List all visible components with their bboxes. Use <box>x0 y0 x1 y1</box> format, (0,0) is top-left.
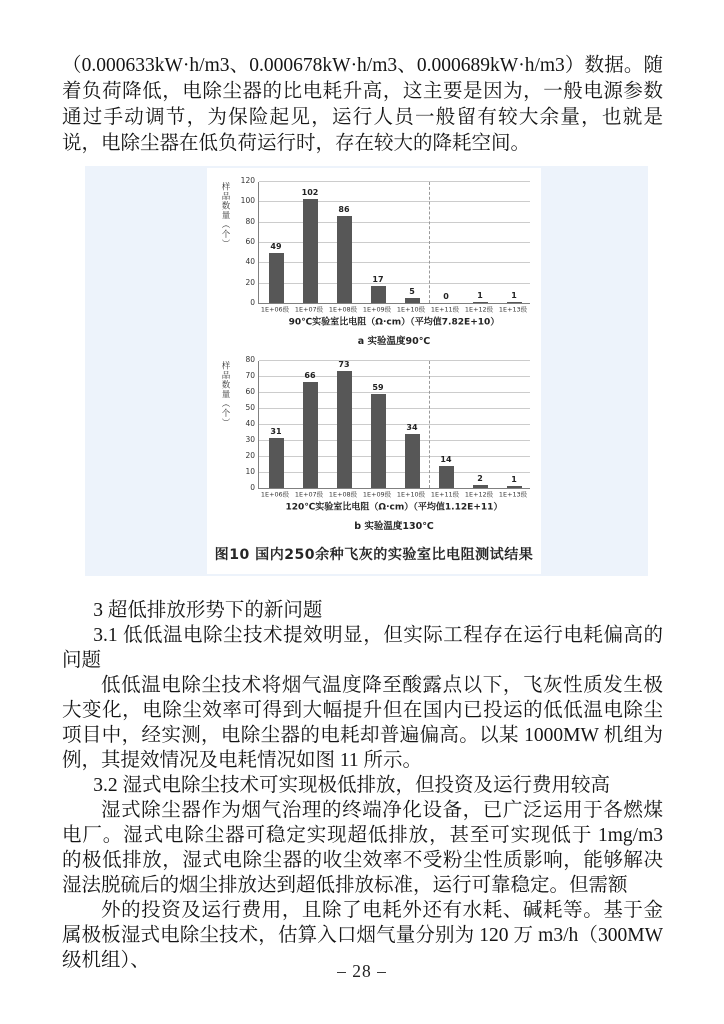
bar <box>337 371 352 488</box>
x-axis-label: 90℃实验室比电阻（Ω·cm）（平均值7.82E+10） <box>288 317 500 328</box>
bar-value-label: 49 <box>270 242 282 251</box>
mean-separator-line <box>429 182 430 303</box>
y-tick-label: 40 <box>245 419 255 428</box>
x-tick-label: 1E+09级 <box>362 306 392 314</box>
x-tick-label: 1E+11级 <box>430 306 460 314</box>
x-tick-label: 1E+07级 <box>294 306 324 314</box>
x-tick-label: 1E+12级 <box>464 491 494 499</box>
bar-value-label: 34 <box>406 423 418 432</box>
plot-area <box>245 355 530 492</box>
paragraph-3-2b: 外的投资及运行费用，且除了电耗外还有水耗、碱耗等。基于金属极板湿式电除尘技术，估算入口烟气量分别为 120 万 m3/h（300MW 级机组）、 <box>62 900 663 971</box>
y-tick-label: 60 <box>245 237 255 246</box>
bar <box>269 253 284 303</box>
plot-area <box>240 176 530 307</box>
bar <box>473 302 488 303</box>
chart-subtitle-a: a 实验温度90℃ <box>357 336 431 347</box>
bar-value-label: 1 <box>477 291 483 300</box>
bar <box>405 434 420 488</box>
bar <box>269 438 284 488</box>
chart-b <box>207 355 541 532</box>
bar-value-label: 0 <box>443 292 449 301</box>
bar <box>303 382 318 488</box>
y-tick-label: 20 <box>245 451 255 460</box>
paragraph-3-1: 低低温电除尘技术将烟气温度降至酸露点以下，飞灰性质发生极大变化，电除尘效率可得到大幅提升但在国内已投运的低低温电除尘项目中，经实测，电除尘器的电耗却普遍偏高。以某 1000MW 机组为例，其提效情况及电耗情况如图 11 所示。 <box>62 675 663 771</box>
y-tick-label: 0 <box>250 483 255 492</box>
bar-value-label: 1 <box>511 291 517 300</box>
heading-section-3-2: 3.2 湿式电除尘技术可实现极低排放，但投资及运行费用较高 <box>93 775 610 796</box>
x-tick-label: 1E+08级 <box>328 306 358 314</box>
x-tick-label: 1E+06级 <box>260 491 290 499</box>
bar <box>473 485 488 488</box>
bar <box>371 394 386 488</box>
bar-value-label: 59 <box>372 383 384 392</box>
bar <box>303 199 318 303</box>
heading-section-3-1: 3.1 低低温电除尘技术提效明显，但实际工程存在运行电耗偏高的问题 <box>62 625 663 671</box>
gridline <box>259 392 530 393</box>
bar-value-label: 66 <box>304 371 316 380</box>
y-tick-label: 50 <box>245 403 255 412</box>
y-tick-label: 10 <box>245 467 255 476</box>
bar-value-label: 86 <box>338 205 350 214</box>
y-tick-label: 20 <box>245 278 255 287</box>
gridline <box>259 201 530 202</box>
y-tick-label: 80 <box>245 217 255 226</box>
mean-separator-line <box>429 361 430 488</box>
x-tick-label: 1E+13级 <box>498 306 528 314</box>
gridline <box>259 262 530 263</box>
y-tick-label: 60 <box>245 387 255 396</box>
y-tick-label: 70 <box>245 371 255 380</box>
bar-value-label: 1 <box>511 475 517 484</box>
x-tick-label: 1E+06级 <box>260 306 290 314</box>
y-tick-label: 100 <box>240 196 255 205</box>
gridline <box>259 222 530 223</box>
y-tick-label: 80 <box>245 355 255 364</box>
page-number: – 28 – <box>337 961 387 981</box>
gridline <box>259 360 530 361</box>
bar-value-label: 17 <box>372 275 384 284</box>
gridline <box>259 440 530 441</box>
y-axis-label: 样品数量（个） <box>220 182 230 249</box>
x-tick-label: 1E+10级 <box>396 306 426 314</box>
y-tick-label: 30 <box>245 435 255 444</box>
bar <box>371 286 386 303</box>
bar <box>439 466 454 488</box>
x-tick-label: 1E+11级 <box>430 491 460 499</box>
bar-value-label: 14 <box>440 455 452 464</box>
bar <box>405 298 420 303</box>
section-text <box>62 598 663 973</box>
figure-10-image <box>207 168 541 574</box>
bar <box>337 216 352 303</box>
bar-value-label: 73 <box>338 360 350 369</box>
figure-caption: 图10 国内250余种飞灰的实验室比电阻测试结果 <box>214 547 534 563</box>
y-axis-label: 样品数量（个） <box>220 361 230 428</box>
heading-section-3: 3 超低排放形势下的新问题 <box>93 600 323 621</box>
x-tick-labels <box>258 491 530 499</box>
x-tick-label: 1E+07级 <box>294 491 324 499</box>
bar-value-label: 2 <box>477 474 483 483</box>
gridline <box>259 472 530 473</box>
gridline <box>259 456 530 457</box>
gridline <box>259 242 530 243</box>
chart-subtitle-b: b 实验温度130℃ <box>354 521 434 532</box>
bar <box>507 486 522 488</box>
bar <box>507 302 522 303</box>
x-tick-label: 1E+13级 <box>498 491 528 499</box>
charts-container <box>207 176 541 532</box>
y-tick-label: 40 <box>245 257 255 266</box>
x-tick-label: 1E+12级 <box>464 306 494 314</box>
x-axis-label: 120℃实验室比电阻（Ω·cm）（平均值1.12E+11） <box>285 502 503 513</box>
gridline <box>259 181 530 182</box>
bar-value-label: 102 <box>301 188 319 197</box>
x-tick-labels <box>258 306 530 314</box>
bar-value-label: 5 <box>409 287 415 296</box>
chart-a <box>207 176 541 347</box>
paragraph-3-2a: 湿式除尘器作为烟气治理的终端净化设备，已广泛运用于各燃煤电厂。湿式电除尘器可稳定实现超低排放，甚至可实现低于 1mg/m3 的极低排放，湿式电除尘器的收尘效率不受粉尘性质影响，能够解决湿法脱硫后的烟尘排放达到超低排放标准，运行可靠稳定。但需额 <box>62 800 663 896</box>
y-tick-label: 120 <box>240 176 255 185</box>
y-tick-label: 0 <box>250 298 255 307</box>
gridline <box>259 408 530 409</box>
x-tick-label: 1E+08级 <box>328 491 358 499</box>
paragraph-intro: （0.000633kW·h/m3、0.000678kW·h/m3、0.000689kW·h/m3）数据。随着负荷降低，电除尘器的比电耗升高，这主要是因为，一般电源参数通过手动调节，为保险起见，运行人员一般留有较大余量，也就是说，电除尘器在低负荷运行时，存在较大的降耗空间。 <box>62 55 663 154</box>
x-tick-label: 1E+10级 <box>396 491 426 499</box>
figure-10 <box>85 166 648 576</box>
x-tick-label: 1E+09级 <box>362 491 392 499</box>
bar-value-label: 31 <box>270 427 282 436</box>
